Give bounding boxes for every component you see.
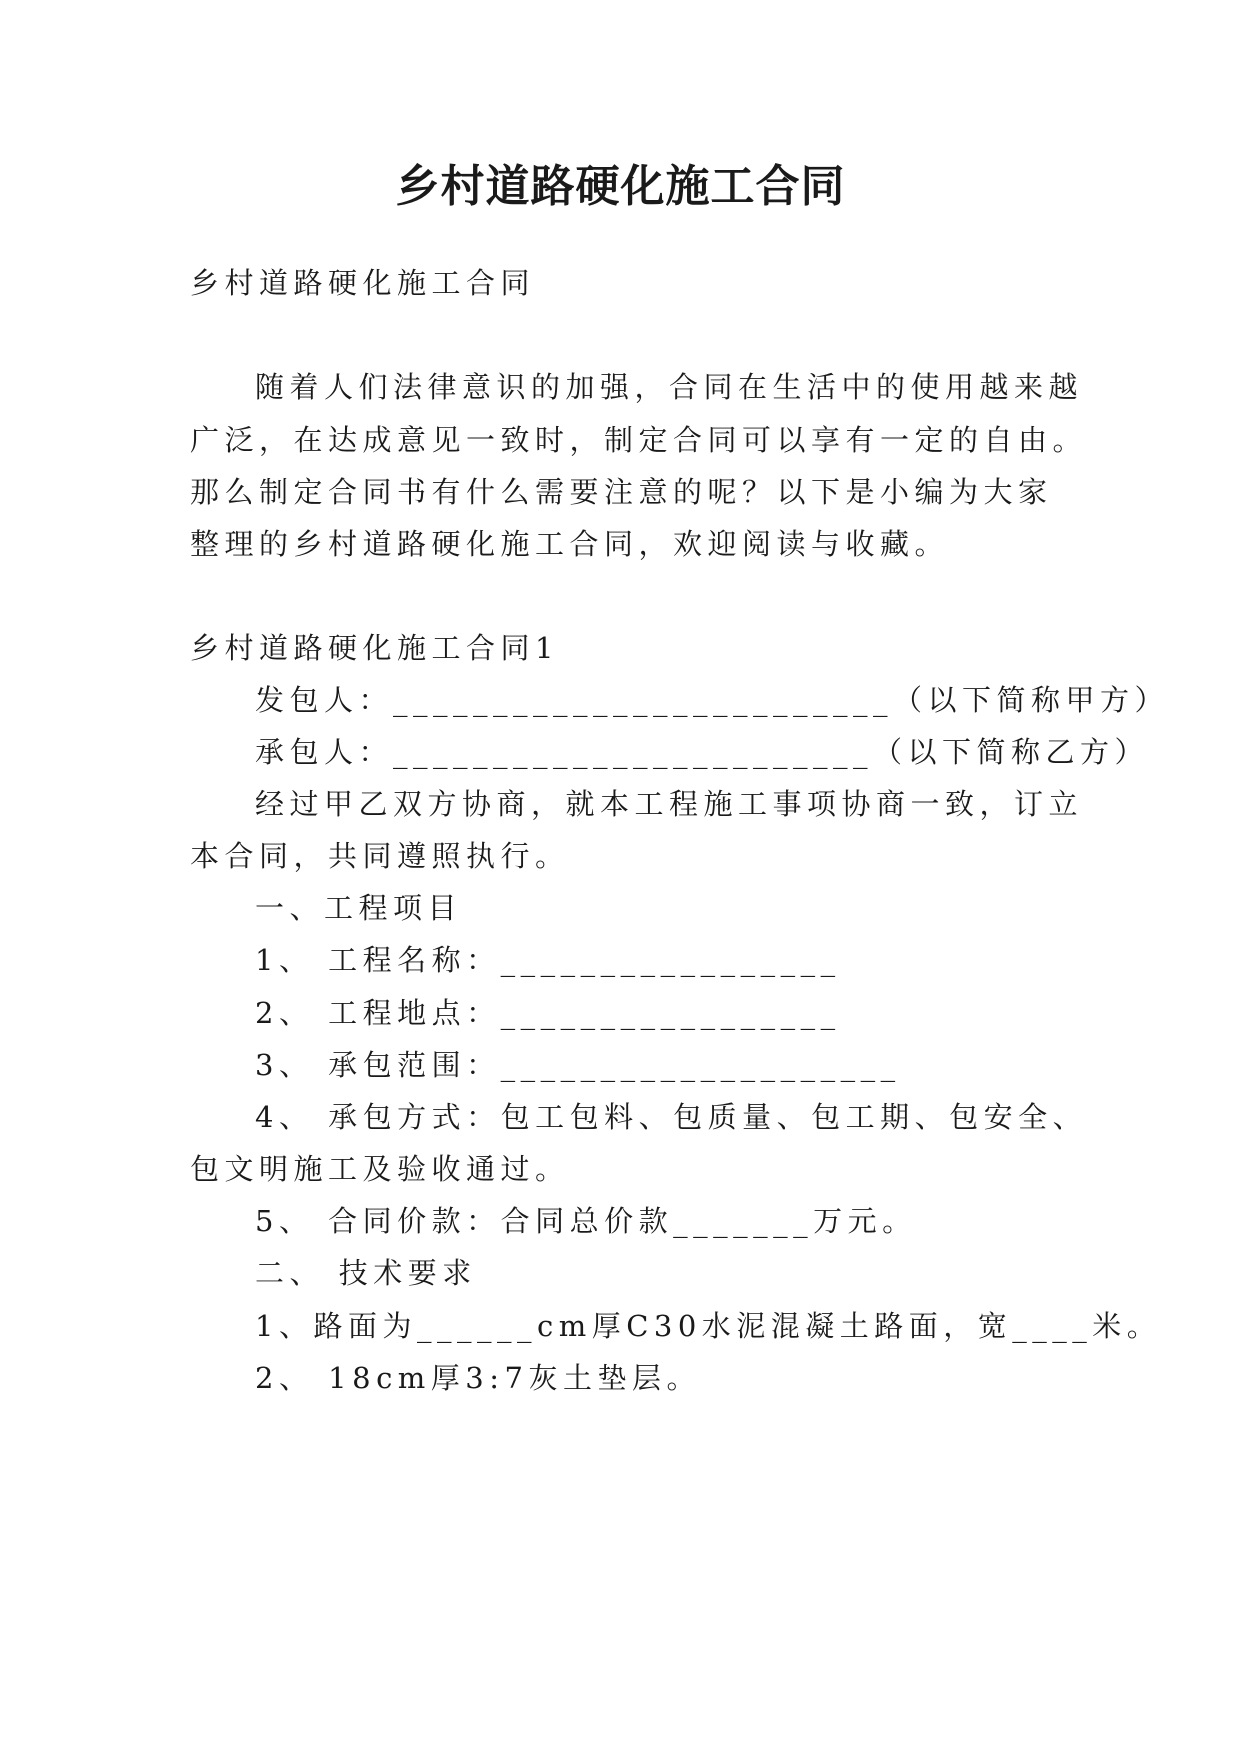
intro-line-4: 整理的乡村道路硬化施工合同，欢迎阅读与收藏。: [190, 527, 950, 561]
section1-item1: 1、 工程名称：_________________: [255, 943, 841, 977]
document-subtitle: 乡村道路硬化施工合同: [190, 266, 536, 300]
section2-item2: 2、 18cm厚3:7灰土垫层。: [255, 1361, 701, 1395]
intro-line-1: 随着人们法律意识的加强，合同在生活中的使用越来越: [255, 370, 1084, 404]
section1-item4-line1: 4、 承包方式：包工包料、包质量、包工期、包安全、: [255, 1100, 1088, 1134]
section1-item3: 3、 承包范围：____________________: [255, 1048, 901, 1082]
document-title: 乡村道路硬化施工合同: [395, 161, 846, 212]
party-b-line: 承包人：________________________（以下简称乙方）: [255, 735, 1150, 769]
agreement-line-1: 经过甲乙双方协商，就本工程施工事项协商一致，订立: [255, 787, 1084, 821]
section2-heading: 二、 技术要求: [255, 1256, 477, 1290]
section1-item4-line2: 包文明施工及验收通过。: [190, 1152, 570, 1186]
section2-item1: 1、路面为______cm厚C30水泥混凝土路面，宽____米。: [255, 1309, 1162, 1343]
agreement-line-2: 本合同，共同遵照执行。: [190, 839, 570, 873]
section1-item2: 2、 工程地点：_________________: [255, 996, 841, 1030]
party-a-line: 发包人：_________________________（以下简称甲方）: [255, 683, 1170, 717]
section1-heading: 一、工程项目: [255, 891, 463, 925]
intro-line-3: 那么制定合同书有什么需要注意的呢？以下是小编为大家: [190, 475, 1053, 509]
contract-heading: 乡村道路硬化施工合同1: [190, 631, 559, 665]
intro-line-2: 广泛，在达成意见一致时，制定合同可以享有一定的自由。: [190, 423, 1088, 457]
section1-item5: 5、 合同价款：合同总价款_______万元。: [255, 1204, 917, 1238]
